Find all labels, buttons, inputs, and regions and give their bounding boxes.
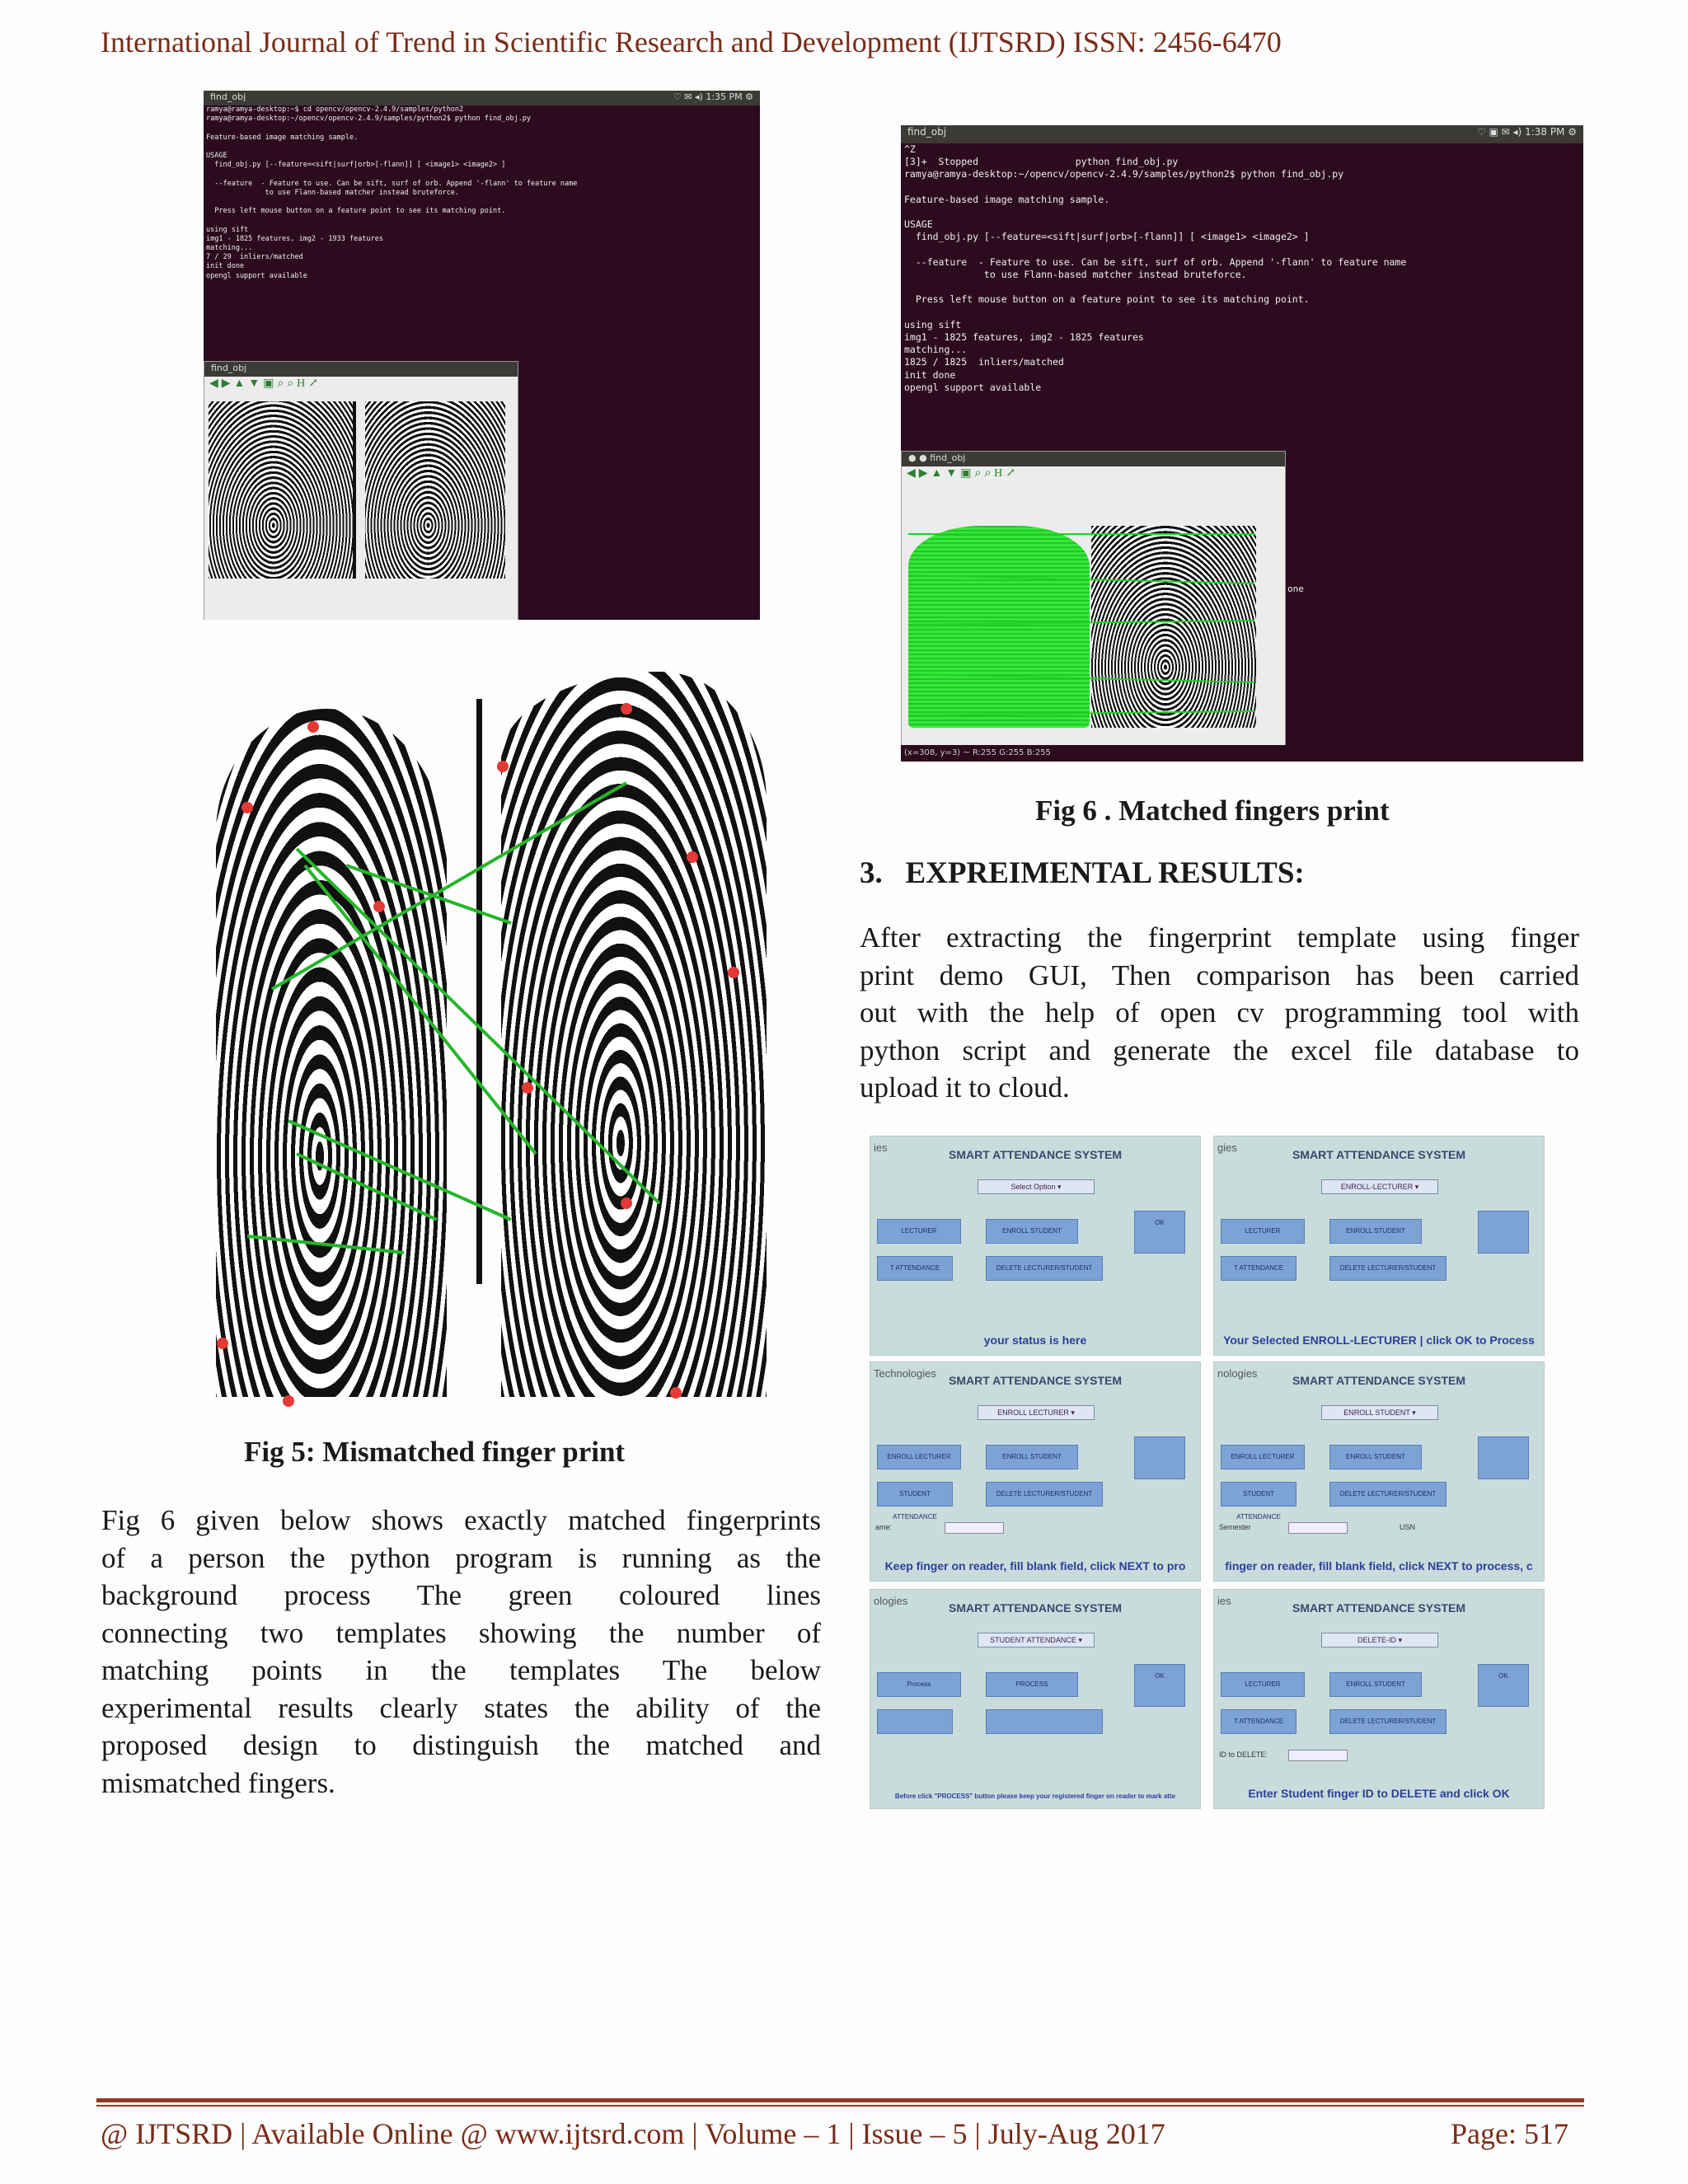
paragraph-line: connecting two templates showing the number of — [101, 1616, 821, 1649]
screen-title: SMART ATTENDANCE SYSTEM — [949, 1374, 1122, 1387]
terminal-line: --feature - Feature to use. Can be sift, surf of orb. Append '-flann' to feature name — [904, 255, 1407, 268]
action-button[interactable]: DELETE LECTURER/STUDENT — [1329, 1709, 1447, 1734]
option-select[interactable]: ENROLL STUDENT ▾ — [1321, 1405, 1438, 1420]
feature-point — [522, 1082, 533, 1094]
status-message: Your Selected ENROLL-LECTURER | click OK to Process — [1223, 1333, 1535, 1347]
terminal-title: find_obj — [210, 91, 246, 102]
terminal-line: 1825 / 1825 inliers/matched — [904, 356, 1064, 368]
tray-time: ♡ ▣ ✉ ◂) 1:38 PM ⚙ — [1476, 126, 1577, 138]
status-message: Keep finger on reader, fill blank field, click NEXT to pro — [884, 1559, 1186, 1572]
option-select[interactable]: STUDENT ATTENDANCE ▾ — [978, 1633, 1095, 1647]
text-field[interactable] — [945, 1522, 1004, 1534]
status-message: Before click "PROCESS" button please keep your registered finger on reader to mark atte — [894, 1793, 1176, 1800]
feature-point — [373, 901, 385, 912]
feature-point — [283, 1395, 294, 1407]
paragraph-line: After extracting the fingerprint template using finger — [860, 921, 1579, 954]
running-header: International Journal of Trend in Scientific Research and Development (IJTSRD) ISSN: 2456-6470 — [101, 26, 1282, 59]
paragraph-line: proposed design to distinguish the matched and — [101, 1729, 821, 1761]
terminal-line: matching... — [206, 244, 253, 253]
action-button[interactable]: DELETE LECTURER/STUDENT — [1329, 1482, 1447, 1507]
terminal-line — [901, 307, 1583, 319]
match-line — [346, 865, 511, 923]
paragraph-line: experimental results clearly states the ability of the — [101, 1691, 821, 1724]
paragraph-line: python script and generate the excel file database to — [860, 1033, 1579, 1066]
right-paragraph — [860, 919, 1579, 1107]
attendance-screen — [1213, 1589, 1545, 1809]
terminal-line — [901, 244, 1583, 256]
match-line — [908, 621, 1254, 625]
terminal-line — [204, 143, 760, 152]
terminal-line: opengl support available — [206, 271, 307, 280]
action-button[interactable]: ENROLL STUDENT — [986, 1445, 1078, 1469]
action-button[interactable] — [986, 1709, 1103, 1734]
action-button[interactable]: STUDENT ATTENDANCE — [1221, 1482, 1296, 1507]
brand-fragment: ies — [874, 1141, 888, 1154]
action-button[interactable]: OK — [1478, 1664, 1529, 1707]
paragraph-line: background process The green coloured lines — [101, 1579, 821, 1611]
feature-point — [687, 851, 698, 863]
window-title-text: find_obj — [930, 452, 966, 463]
terminal-output — [204, 105, 760, 281]
terminal-line: img1 - 1825 features, img2 - 1825 features — [904, 331, 1144, 344]
match-line — [908, 711, 1254, 715]
terminal-line: ^Z — [904, 143, 916, 155]
terminal-line — [204, 170, 760, 179]
terminal-line: [3]+ Stopped python find_obj.py — [904, 156, 1179, 168]
terminal-line: init done — [206, 262, 245, 271]
action-button[interactable]: ENROLL STUDENT — [986, 1219, 1078, 1244]
feature-point — [217, 1338, 228, 1349]
action-button[interactable]: LECTURER — [1221, 1219, 1305, 1244]
terminal-line: ramya@ramya-desktop:~/opencv/opencv-2.4.9/samples/python2$ python find_obj.py — [206, 115, 532, 124]
terminal-line — [901, 281, 1583, 293]
terminal-line: Press left mouse button on a feature point to see its matching point. — [904, 293, 1310, 306]
action-button[interactable]: ENROLL STUDENT — [1329, 1219, 1422, 1244]
screen-title: SMART ATTENDANCE SYSTEM — [1292, 1601, 1465, 1615]
match-line — [908, 575, 1254, 583]
action-button[interactable] — [1478, 1436, 1529, 1479]
field-label: USN — [1400, 1523, 1416, 1531]
fig5-caption: Fig 5: Mismatched finger print — [244, 1436, 626, 1468]
action-button[interactable]: LECTURER — [1221, 1672, 1305, 1697]
fingerprint-image-2 — [365, 401, 505, 579]
terminal-line: matching... — [904, 344, 968, 356]
terminal-line: ramya@ramya-desktop:~$ cd opencv/opencv-2.4.9/samples/python2 — [206, 105, 464, 114]
action-button[interactable]: OK — [1134, 1664, 1185, 1707]
option-select[interactable]: ENROLL LECTURER ▾ — [978, 1405, 1095, 1420]
action-button[interactable] — [1134, 1436, 1185, 1479]
terminal-titlebar — [901, 125, 1583, 143]
attendance-screen — [1213, 1136, 1545, 1356]
text-field[interactable] — [1288, 1522, 1348, 1534]
terminal-line: using sift — [904, 318, 962, 330]
match-line — [272, 783, 626, 989]
fingerprint-image-1 — [209, 401, 353, 579]
window-title: ● ● find_obj — [902, 452, 1285, 466]
action-button[interactable]: ENROLL LECTURER — [877, 1445, 961, 1469]
terminal-line: img1 - 1825 features, img2 - 1933 features — [206, 234, 383, 243]
terminal-line: opengl support available — [904, 381, 1042, 393]
option-select[interactable]: Select Option ▾ — [978, 1179, 1095, 1194]
action-button[interactable]: DELETE LECTURER/STUDENT — [986, 1482, 1103, 1507]
match-lines-overlay — [908, 526, 1263, 732]
screen-title: SMART ATTENDANCE SYSTEM — [949, 1148, 1122, 1161]
terminal-line — [204, 198, 760, 207]
field-label: ID to DELETE: — [1219, 1750, 1268, 1759]
paragraph-line: out with the help of open cv programming tool with — [860, 996, 1579, 1029]
clock: 1:38 PM — [1525, 126, 1565, 138]
feature-point — [307, 721, 319, 733]
action-button[interactable]: T ATTENDANCE — [1221, 1709, 1296, 1734]
find-obj-window — [901, 451, 1286, 747]
action-button[interactable]: STUDENT ATTENDANCE — [877, 1482, 953, 1507]
brand-fragment: nologies — [1217, 1367, 1258, 1380]
action-button[interactable]: ENROLL LECTURER — [1221, 1445, 1305, 1469]
terminal-output — [901, 143, 1583, 394]
brand-fragment: ologies — [874, 1595, 908, 1607]
left-paragraph — [101, 1502, 821, 1802]
terminal-line: Feature-based image matching sample. — [206, 133, 359, 142]
feature-point — [621, 703, 632, 715]
terminal-line: USAGE — [206, 152, 227, 161]
paragraph-line: matching points in the templates The below — [101, 1654, 821, 1686]
window-toolbar[interactable]: ◀▶▲▼▣⌕⌕H↗ — [209, 377, 321, 390]
action-button[interactable] — [1478, 1211, 1529, 1254]
action-button[interactable] — [877, 1709, 953, 1734]
field-label: ame: — [875, 1523, 893, 1531]
attendance-screen — [870, 1136, 1201, 1356]
match-line — [908, 674, 1254, 682]
action-button[interactable]: LECTURER — [877, 1219, 961, 1244]
screen-title: SMART ATTENDANCE SYSTEM — [949, 1601, 1122, 1615]
action-button[interactable]: DELETE LECTURER/STUDENT — [1329, 1256, 1447, 1281]
brand-fragment: ies — [1217, 1595, 1231, 1607]
terminal-line — [901, 206, 1583, 218]
option-select[interactable]: DELETE-ID ▾ — [1321, 1633, 1438, 1647]
paragraph-line: Fig 6 given below shows exactly matched fingerprints — [101, 1504, 821, 1536]
attendance-screen — [870, 1589, 1201, 1809]
match-lines-overlay — [198, 659, 791, 1418]
paragraph-line: of a person the python program is running as the — [101, 1541, 821, 1574]
brand-fragment: gies — [1217, 1141, 1237, 1154]
fig6-caption: Fig 6 . Matched fingers print — [1035, 794, 1390, 827]
status-message: Enter Student finger ID to DELETE and click OK — [1248, 1787, 1510, 1800]
terminal-line: --feature - Feature to use. Can be sift, surf of orb. Append '-flann' to feature name — [206, 179, 578, 188]
terminal-line — [204, 216, 760, 225]
footer-text: @ IJTSRD | Available Online @ www.ijtsrd.com | Volume – 1 | Issue – 5 | July-Aug 2017 — [101, 2117, 1165, 2150]
feature-point — [670, 1387, 682, 1399]
attendance-screen — [1213, 1361, 1545, 1582]
window-title: find_obj — [204, 362, 518, 377]
action-button[interactable]: ENROLL STUDENT — [1329, 1445, 1422, 1469]
terminal-line: 7 / 29 inliers/matched — [206, 253, 303, 262]
status-message: finger on reader, fill blank field, click NEXT to process, c — [1225, 1559, 1533, 1572]
match-line — [288, 1121, 511, 1220]
action-button[interactable]: T ATTENDANCE — [877, 1256, 953, 1281]
terminal-line: to use Flann-based matcher instead bruteforce. — [206, 188, 460, 197]
field-label: Semester — [1219, 1523, 1251, 1531]
terminal-line: Press left mouse button on a feature point to see its matching point. — [206, 207, 506, 216]
match-line — [297, 1154, 437, 1220]
screen-title: SMART ATTENDANCE SYSTEM — [1292, 1374, 1465, 1387]
action-button[interactable]: ENROLL STUDENT — [1329, 1672, 1422, 1697]
feature-point — [241, 802, 253, 813]
terminal-line: Feature-based image matching sample. — [904, 193, 1110, 205]
terminal-line: find_obj.py [--feature=<sift|surf|orb>[-flann]] [ <image1> <image2> ] — [904, 231, 1310, 243]
status-bar: (x=308, y=3) ~ R:255 G:255 B:255 — [901, 745, 1583, 762]
action-button[interactable]: DELETE LECTURER/STUDENT — [986, 1256, 1103, 1281]
screen-title: SMART ATTENDANCE SYSTEM — [1292, 1148, 1465, 1161]
paragraph-line: mismatched fingers. — [101, 1766, 335, 1799]
paragraph-line: print demo GUI, Then comparison has been carried — [860, 958, 1579, 991]
terminal-titlebar — [204, 91, 760, 105]
image-divider — [353, 401, 356, 579]
terminal-line: using sift — [206, 225, 249, 234]
option-select[interactable]: ENROLL-LECTURER ▾ — [1321, 1179, 1438, 1194]
terminal-screenshot-right — [901, 125, 1583, 762]
action-button[interactable]: T ATTENDANCE — [1221, 1256, 1296, 1281]
action-button[interactable]: PROCESS — [986, 1672, 1078, 1697]
terminal-line: ramya@ramya-desktop:~/opencv/opencv-2.4.9/samples/python2$ python find_obj.py — [904, 168, 1344, 180]
terminal-screenshot-left — [204, 91, 760, 620]
feature-point — [621, 1197, 632, 1209]
action-button[interactable]: OK — [1134, 1211, 1185, 1254]
terminal-line — [901, 181, 1583, 194]
feature-point — [728, 967, 739, 978]
tray-icons: ♡ ✉ ◂) 1:35 PM ⚙ — [673, 91, 753, 102]
action-button[interactable]: Process — [877, 1672, 961, 1697]
section-heading: 3. EXPREIMENTAL RESULTS: — [860, 856, 1305, 890]
terminal-side-text: one — [1287, 583, 1304, 594]
match-line — [247, 1236, 404, 1253]
terminal-line: to use Flann-based matcher instead bruteforce. — [904, 269, 1247, 281]
terminal-line: find_obj.py [--feature=<sift|surf|orb>[-flann]] [ <image1> <image2> ] — [206, 161, 506, 170]
status-message: your status is here — [983, 1333, 1087, 1347]
find-obj-window — [204, 361, 518, 620]
terminal-line — [204, 124, 760, 133]
feature-point — [497, 761, 509, 772]
window-toolbar[interactable]: ◀▶▲▼▣⌕⌕H↗ — [907, 467, 1019, 480]
match-line — [305, 865, 536, 1154]
text-field[interactable] — [1288, 1750, 1348, 1761]
paragraph-line: upload it to cloud. — [860, 1071, 1070, 1104]
terminal-line: init done — [904, 368, 956, 381]
page-number: Page: 517 — [1451, 2117, 1568, 2150]
attendance-screen — [870, 1361, 1201, 1582]
footer-rule — [96, 2098, 1584, 2102]
terminal-line: USAGE — [904, 218, 933, 231]
brand-fragment: Technologies — [874, 1367, 936, 1380]
footer-rule-thin — [96, 2105, 1584, 2107]
terminal-title: find_obj — [907, 126, 947, 138]
